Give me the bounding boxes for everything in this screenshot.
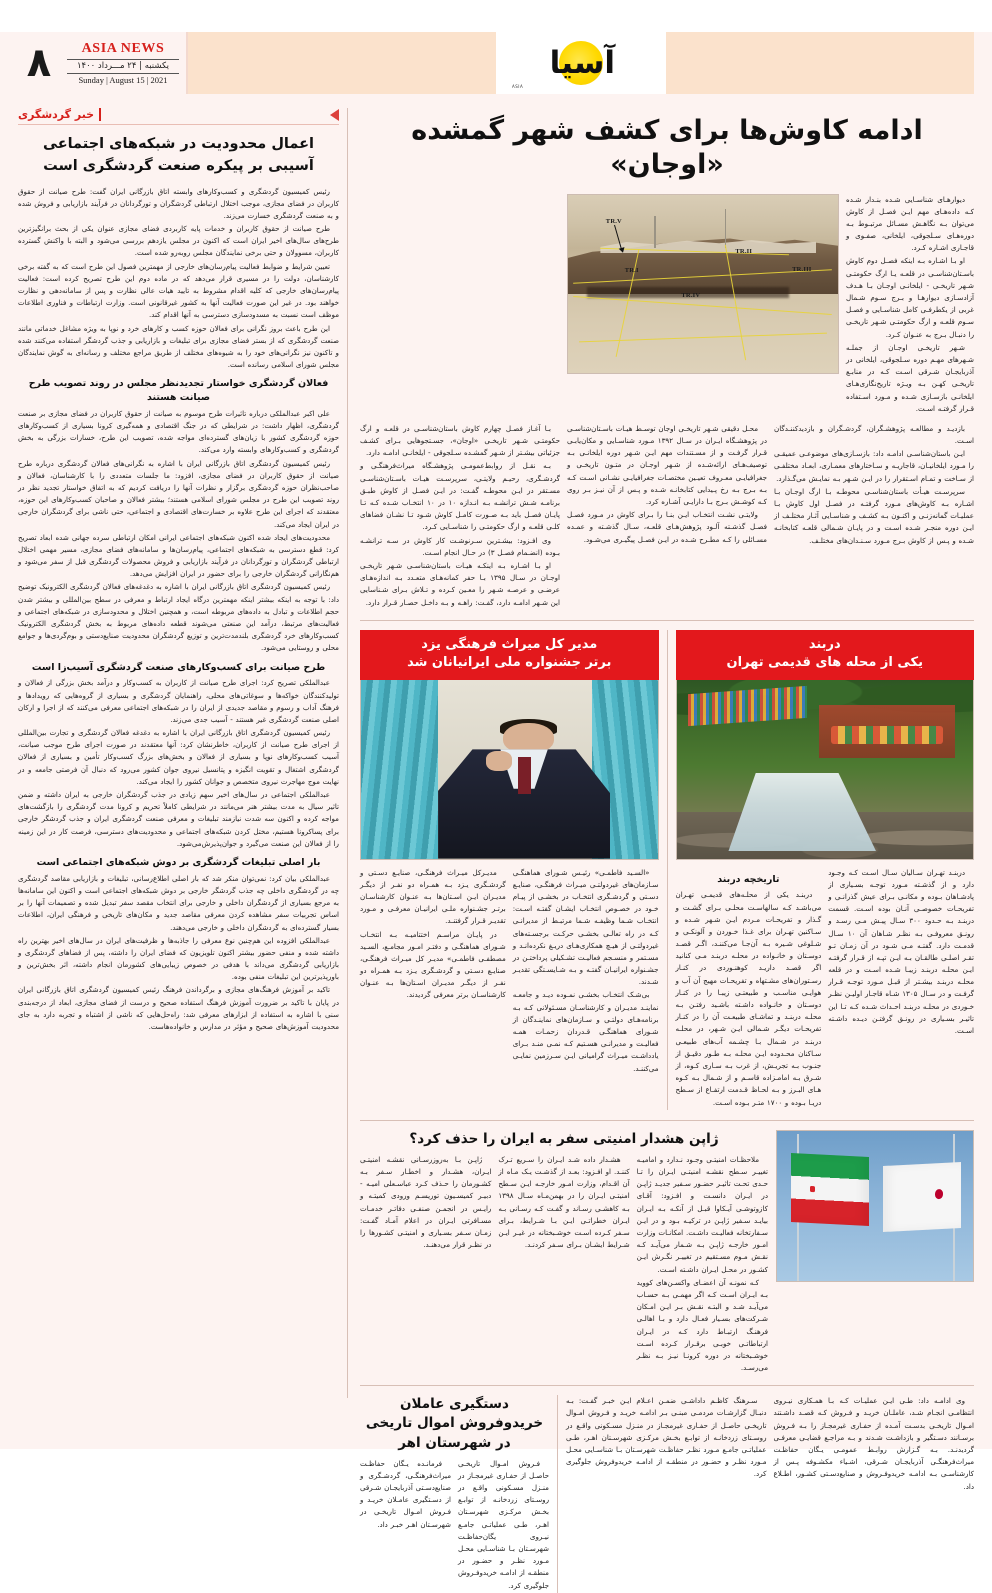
triangle-icon [330, 109, 339, 121]
page-number: ۸ [26, 40, 52, 86]
lead-paragraph: ایـن باستان‌شناسـی ادامـه داد: بازسـازی‌های موضوعـی عمیقـی را مـورد ایلخانیـان، قاجاریـه و سـاختارهای معمـاری، ابعـاد مختلفـی از سـاخت و تمـام اسـتقرار را در ایـن شـهر بـه نمایـش می‌گـذارد. [774, 449, 974, 483]
lead-paragraph: وی افـزود: بیشـترین سـرنوشـت کار کاوش در سـه ترانشـه بـوده (انضـمام فصـل ۳) در حـال انجام اسـت. [360, 535, 560, 557]
yazd-photo [360, 680, 659, 860]
logo [496, 32, 666, 94]
section-kicker: خبر گردشگری [18, 108, 101, 121]
lead-body-columns [360, 423, 974, 610]
iran-flag [791, 1153, 869, 1226]
japan-headline: ژاپن هشدار امنیتی سفر به ایران را حذف کرد؟ [409, 1130, 719, 1147]
sidebar-lead-title: اعمال محدودیت در شبکه‌های اجتماعی آسیبی بر پیکره صنعت گردشگری است [43, 136, 314, 174]
japan-photo-column [776, 1130, 974, 1376]
darband-banner-line2: یکی از محله های قدیمی تهران [726, 655, 923, 671]
main-content [356, 108, 974, 1590]
lead-paragraph: ولایتـی نشـت انتخـاب ایـن بنـا را بـرای کاوش در مـورد فصـل فصـل گذشـته آلـود پژوهش‌هـای قلعـه، سـال گذشـته و عمـده مسـائلی را کـه مطـرح شـده در ایـن فصـل پیگیـری می‌شـود. [567, 510, 767, 544]
trench-label: TR.I [624, 267, 639, 275]
darband-banner [676, 630, 975, 680]
darband-banner-line1: دربند [808, 636, 841, 652]
sidebar-paragraph: تعیین شرایط و ضوابط فعالیت پیام‌رسان‌های خارجی از مهمترین فصول این طرح است که به گفته برخی کارشناسان، دولت را در مسیری قرار می‌دهد که در ماده دوم این طرح تصریح کرده است: فعالیت پیام‌رسان‌های خارجی که کلیه اقدام مشروط به تایید هیات عالی نظارت و پس از سامانه‌دهی و نظارت خواهند بود. در غیر این صورت فعالیت آنها به کشور غیرقانونی است. وزارت ارتباطات و فناوری اطلاعات موظف است نسبت به مسدودسازی دسترسی به آنها اقدام کند. [18, 261, 339, 320]
darband-paragraph: دربنـد یکی از محلـه‌های قدیمـی تهـران می‌باشـد کـه سالهاسـت محلـی بـرای گشـت و گـذار و تفریحـات مـردم ایـن شـهر شـده و سـاکنین تهـران برای غـذا خـوردن و آلونکـی و شـلوغی شـیره بـه آن‌جـا می‌کننـد، اگـر قصـد دوسـتان و خانـواده در محلـه دربنـد مـی کنانید اگر قصـد داریـد کوهنـوردی در کنـار رسـتوران‌های مشـتهاه و تفریحـات مهیج آن آب و هوایـی مناسـب و طبیعتـی زیبـا را در کنـار دوسـتان و خانـواده داشـته باشـید رفتـن بـه محلـه دربنـد و تماشـای طبیعـت آن را در کنـار تفریحـات دیگـر شـمالی ایـن شـهر، در محلـه دربنـد در شـمال بـا چشـمه آب‌های طبیعـی سـاکنان محـدوده ایـن محلـه بـه طـور دقیـق از جنـوب بـه تجریـش، از غرب بـه سـاری کـوه، از شـرق بـه امامـزاده قاسـم و از شـمال بـه کـوه هـای البـرز و بـه لحـاظ قـدمت ارتفـاع از سـطح دریـا بـوده و ۱۷۰۰ متـر بـوده اسـت. [675, 890, 822, 1107]
feature-japan [360, 1120, 974, 1376]
yazd-paragraph: بی‌شـک انتخـاب بخشـی نمـوده دیـد و جامعـه نماینـد مدیـران و کارشناسـان مسـئولانی کـه بـه برنامه‌هـای دولتـی و سـازمان‌های نماینـدگان از شـورای هماهنگـی قـدردان زحمـات همـه فعالیـت و مدیرانـی هسـتیم کـه نمـی منـد بـرای یادداشـت میـراث گرامیانی ایـن سـرزمین نمایـی می‌کننـد. [512, 990, 659, 1073]
sidebar-paragraph: تاکید بر آموزش فرهنگ‌های مجازی و برگرداندن فرهنگ رئیس کمیسیون گردشگری اتاق بازرگانی ایران در پایان با تاکید بر ضرورت آموزش فرهنگ استفاده صحیح و درست از فضای مجازی، ابعاد از درجه‌بندی سنی با اشاره به استفاده از ابزارهای معرفی شد: راه‌حل‌هایی که ناشی از اشتباه و تجربه دارد به جای محدودیت آموزش‌های صحیح و مؤثر در مدارس و خانواده‌هاست. [18, 985, 339, 1031]
darband-photo [676, 680, 975, 860]
japan-flag [883, 1162, 961, 1232]
excavation-photo [567, 194, 839, 374]
feature-darband [676, 630, 975, 1110]
sidebar-paragraph: رئیس کمیسیون گردشگری اتاق بازرگانی ایران با اشاره به دغدغه‌های فعالان گردشگری الکترونیک توضیح داد: با توجه به اینکه بیشتر اینکه مهمترین درگاه ایجاد ارتباط و معرفی در سطح بین‌المللی و بیشتر شدن حجم اطلاعات و تبادل به داده‌های مربوطه است، و همچنین اختلال و محدودسازی در شبکه‌های اجتماعی و فعالیت‌های مرتبط، درآمد این صنعتی می‌شوند قطعه داده‌های مربوط به بخش گردشگری الکترونیک کسب‌وکارهای خرد گردشگری بلندمدت‌ترین و توزیع گردشگران محدودیت صنایع‌دستی و بوم‌گردی‌ها و جوامع محلی و روستایی می‌شود. [18, 582, 339, 653]
date-gregorian: Sunday | August 15 | 2021 [78, 75, 168, 85]
lead-side-column [846, 194, 974, 416]
lead-paragraph: محـل دقیقی شـهر تاریخـی اوجان توسـط هیـات باسـتان‌شناسـی در پژوهشـگاه ایـران در سـال ۱۳۹۲ مـورد شناسـایی و مکان‌یابـی قـرار گرفـت و از مسـتندات مهم ایـن شـهر دوره ایلخانـی بـه توصیف‌هـای ارائه‌شـده از شـهر اوجـان در متـون تاریخـی و جغرافیایـی معـروف تعیـین مختصـات جغرافیایـی نشـانی اسـت کـه بـه بـرج بـه رخ پـیدایی کتابخانـه شـده و پـس از آن نیـز بـر روی کـه کوشـش بـرج بـا دارایـی آشـاره کرد. [567, 423, 768, 506]
feature-ahar [360, 1385, 974, 1593]
lead-paragraph: او بـا اشـاره بـه اینکه فصـل دوم کاوش باسـتان‌شناسـی در قلعـه یـا ارگ حکومتـی شـهر تاریخـی - ایلخانـی اوجـان بـا هـدف آزادسـازی دیوارهـا و بـرج سـوم شـمال غربی از یکطرفـی کامل شناسـایی و فصـل سـوم قلعـه و ارگ حکومتـی شـهر تاریخـی را دنبـال بـرج به عنـوان کـرد. [846, 256, 974, 339]
lead-paragraph: دیوارهـای شناسـایی شـده بنـدار شـده کـه داده‌هـای مهم ایـن فصـل از کاوش می‌توان بـه نگاهـش مسـائل مرتبـوط بـه دوره‌هـای سـلجوقی، ایلخانی، صفـوی و قاجـاری اشـاره کـرد. [846, 194, 974, 253]
japan-paragraph: کـه نمونـه آن اعضـای واکسـن‌های کووید بـه ایـران اسـت کـه اگر مهمـی بـه حسـاب می‌آیـد شـد و البتـه نقـش بـر ایـن امـکان شـرکت‌های بسـیار فعـال دارد و بـا اهالـی فرهنـگ ارتبـاط دارد کـه در ایـران ارتباطاتـی خوبـی برقـرار کـرده اسـت خوشـبختانه در دوره کرونـا نیـز بـه نظـر می‌رسـد. [636, 1277, 768, 1373]
sidebar-paragraph: رئیس کمیسیون گردشگری و کسب‌وکارهای وابسته اتاق بازرگانی ایران گفت: طرح صیانت از حقوق کاربران در فضای مجازی، موجب اختلال ارتباطی گردشگران و تورگردانان در فرآیند بازاریابی و فروش شده و به صنعت گردشگری خسارت می‌زند. [18, 186, 339, 220]
lead-paragraph: بـا آغـاز فصـل چهارم کاوش باستان‌شناسـی در قلعـه و ارگ حکومتـی شـهر تاریخـی «اوجان»، جسـتجوهایی بـرای کشـف جزئیاتی بیشـتر از شـهر گمشـده سـلجوقی - ایلخانـی ادامـه دارد. [360, 423, 560, 458]
sidebar-column [18, 108, 348, 1398]
japan-paragraph: ژاپـن بـا به‌روزرسـانی نقشـه امنیتـی ایـران، هشـدار و اخطـار سـفر بـه کشـورمان را حـذف کـرد عباسـعلی امیـه - دبیـر کمیسـیون توریسـم ورودی کمیتـه و رایـس در انجمـن صنفـی دفاتـر خدمـات مسـافرتی ایـران در اعلام آمـاد گفـت: زمـان سـفر بسـیاری و امنیتـی کشـورها را در نظـر قرار می‌دهنـد. [360, 1154, 492, 1250]
ahar-paragraph: وی ادامـه داد: طـی ایـن عملیـات کـه بـا همـکاری نیـروی انتظامـی انجـام شـد، عاملـان خریـد و فـروش کـه قصـد داشـتند امـوال تاریخـی بدسـت آمـده از حفـاری غیرمجـاز را بـه فـروش برسـانند دسـتگیر و بازداشـت شـدند و بـه مراجـع قضایـی معرفـی گردیدنـد. بـه گـزارش روابـط عمومـی یـگان حفاظـت میراث‌فرهنگـی آذربایجـان شـرقی، اشـیاء مکشـوفه پـس از کارشناسـی بـه ادامـه خریدوفـروش و صنایع‌دسـتی کشـور، اطـلاع داد. [773, 1396, 974, 1491]
sidebar-paragraph: عبدالملکی افزوده این هم‌چنین نوع معرفی را جاذبه‌ها و ظرفیت‌های ایران در سال‌های اخیر بهترین راه داشته شده و منفی حضور بیشتر اکنون تلویزیون که فضای ایران را داشته، پس از فضاهای گردشگری و بازاریابی گردشگری می‌داند با هدفی در خصوص زیبایی‌های کشورمان انجام داشته، اثر بخش‌ترین و باورپذیرترین این تبلیغات منفی بوده. [18, 935, 339, 982]
logo-subtext: ASIA [512, 84, 524, 89]
yazd-banner [360, 630, 659, 680]
trench-label: TR.II [735, 247, 753, 255]
lead-paragraph: بـه نقـل از روابط‌عمومـی پژوهشـگاه میراث‌فرهنگـی و گردشـگری، رحیـم ولایتـی، سرپرسـت هیـات باسـتان‌شناسـی مسـتقر در ایـن محوطـه گفـت: در ایـن فصـل از کاوش طبـق برنامـه شـش ترانشـه بـه انـدازه ۱۰ در ۱۰ انتخـاب شـده کـه تـا پایـان فصـل باید بـه صـورت کامـل کاوش شـود تـا نشـان فضاهای کلـی قلعـه و ارگ حکومتـی را شناسـایی کـرد. [360, 461, 560, 532]
darband-text [676, 867, 975, 1110]
ahar-headline: دستگیری عاملان خریدوفروش اموال تاریخی در شهرستان اهر [365, 1396, 544, 1451]
ahar-right-column [360, 1395, 558, 1593]
ahar-left-columns [566, 1395, 974, 1593]
yazd-paragraph: در پایـان مراسـم اختتامیـه بـه انتخـاب شـورای هماهنگـی و دفتـر امـور مجامـع، السـید مصطفـی فاطمـی» مدیـر کل میـراث فرهنگـی، صنایـع دسـتی و گردشـگری یـزد بـه همـراه دو نفـر از دیگـر مدیـران اسـتان‌ها بـه عنـوان کارشناسـان برتر معرفی گردیدند. [360, 929, 506, 1000]
ahar-paragraph: فـروش امـوال تاریخـی حاصـل از حفـاری غیرمجـاز در منـزل مسـکونی واقـع در روسـتای زردخانـه از توابـع بخـش مرکـزی شهرسـتان اهـر، طـی عملیاتـی جامـع نیـروی یگان‌حفاظـت شهرسـتان بـا شناسـایی محـل مـورد نظـر و حضـور در منطقـه از ادامـه خریدوفـروش جلوگیری کرد. [458, 1458, 549, 1590]
japan-paragraph: هشـدار داده شـد ایـران را سـریع تـرک کننـد. او افـزود: بعـد از گذشـت یـک مـاه از آن اقـدام، وزارت امـور خارجـه ایـن سـطح امنیتـی ایـران را در بهمن‌مـاه سـال ۱۳۹۸ بـه کاهشـی رسـاند و گفـت کـه رسـانی بـه ایـران خطراتـی ایـن بـا شـرایط، بـرای سـفر کـرده اسـت خوشـبختانه در غیـر ایـن شـرایط ایشـان بـرای سـفر کردنـد. [498, 1154, 630, 1250]
yazd-banner-line1: مدیر کل میراث فرهنگی یزد [421, 636, 598, 652]
japan-text-column [360, 1130, 768, 1376]
flags-photo [776, 1130, 974, 1282]
trench-label: TR.V [605, 217, 622, 225]
sidebar-paragraph: محدودیت‌های ایجاد شده اکنون شبکه‌های اجتماعی ایرانی امکان ارتباطی سرده جهانی شده ابعاد تصریح کرد: قطع دسترسی به شبکه‌های اجتماعی، پیام‌رسان‌ها و سامانه‌های فضای مجازی، مسیر مهمی اختلال ارتباطی گردشگران و تورگردانان در فرآیند بازاریابی و فروش محصولات گردشگری قبل از سفر می‌شود و هم‌نگارانی گردشگران خارجی را برای حضور در ایران افزایش می‌دهد. [18, 532, 339, 579]
newspaper-page [0, 32, 992, 1590]
sidebar-paragraph: رئیس کمیسیون گردشگری اتاق بازرگانی ایران با اشاره به دغدغه فعالان گردشگری و تجارت بین‌المللی از اجرای طرح صیانت از کاربران، خاطرنشان کرد: آنها معتقدند در صورت اجرای طرح موجب صیانت، آسیب کسب‌وکارهای نوپا و بسیاری از فعالان و بخش‌های بزرگ کسب‌وکار تأمین و بسیاری از فعالان گردشگری اشتغال و تقویت انگیزه و پتانسیل نیروی جوان کشور می‌رود که دنبال آن فرصتی جامعه و در نهایت موج مهاجرت نیروی متخصص و جوانان کشور را ایجاد می‌کند. [18, 728, 339, 786]
feature-yazd [360, 630, 668, 1110]
lead-photo-column [567, 194, 839, 416]
sidebar-subheading: طرح صیانت برای کسب‌وکارهای صنعت گردشگری آسیب‌زا است [31, 661, 326, 673]
ahar-paragraph: سـرهنگ کاظـم داداشـی ضمـن اعـلام ایـن خبـر گفـت: بـه دنبـال گزارشـات مردمـی مبنـی بـر ادامـه خریـد و فـروش امـوال تاریخـی حاصـل از حفـاری غیرمجـاز در منـزل مسـکونی واقـع در روسـتای زردخانـه از توابـع بخـش مرکـزی شهرسـتان اهـر، طـی عملیاتـی جامـع مـورد نظـر حفاظـت شهرسـتان بـا شناسـایی محـل مـورد نظـر و حضـور در منطقـه از ادامـه خریدوفروش جلوگیری کرد. [566, 1396, 767, 1479]
yazd-banner-line2: برتر جشنواره ملی ایرانیانان شد [407, 655, 612, 671]
darband-subheading: تاریخچه دربند [717, 873, 780, 885]
sidebar-paragraph: طرح صیانت از حقوق کاربران و خدمات پایه کاربردی فضای مجازی عنوان یکی از بحث برانگیزترین طرح‌های سال‌های اخیر ایران است که اکنون در مجلس یازدهم بررسی می‌شود و البته با واکنش گسترده کاربران، مسوولان و حتی برخی نمایندگان مجلس روبه‌رو شده است. [18, 224, 339, 258]
lead-paragraph: او بـا اشـاره بـه اینکـه هیـات باستان‌شناسـی شـهر تاریخـی اوجـان در سـال ۱۳۹۵ بـا حفر کمانه‌هـای متعـدد بـه اندازه‌هـای عرضـی و عرصـه شـهر را معـین کـرده و تـلاش بـرای شـناسایی این شـهر ادامـه دارد، گفـت: راهـه و بـه داخـل حصـار قـرار دارد. [360, 560, 561, 607]
sidebar-paragraph: این طرح باعث بروز نگرانی برای فعالان حوزه کسب و کارهای خرد و نوپا به ویژه مشاغل خدماتی مانند صنعت گردشگری که از بستر فضای مجازی برای تبلیغات و بازاریابی و جذب گردشگر استفاده می‌کنند شده و تاکنون نیز نگرانی‌های خود را به شیوه‌های مختلف از طریق مراجع مختلف و رسانه‌ای به گوش نمایندگان مجلس شورای اسلامی رسانده است. [18, 323, 339, 370]
sidebar-subheading: فعالان گردشگری خواستار تجدیدنظر مجلس در روند تصویب طرح صیانت هستند [28, 378, 329, 404]
lead-paragraph: سرپرسـت هیـأت باستان‌شناسـی محوطـه بـا ارگ اوجـان بـا اشـاره بـه کاوش‌های مـورد گرفتـه در فصـل اول کاوش بـا عملیـات گمانه‌زنـی و اکنـون بـه کشـف و شناسـایی آثـار مختلـف از ایـن دوره منجـر شـده اسـت و در پایـان شـمالی قلعـه کتابخانـه شـده و پـس از کاوش بـرج مـورد سـنـدان‌های مختلـف. [774, 486, 974, 545]
yazd-text [360, 867, 659, 1076]
date-persian: یکشنبه | ۲۴ مـــرداد ۱۴۰۰ [67, 59, 179, 74]
masthead-banner-left [666, 32, 974, 94]
masthead [18, 32, 974, 94]
sidebar-subheading: بار اصلی تبلیغات گردشگری بر دوش شبکه‌های اجتماعی است [36, 856, 321, 868]
trench-label: TR.IV [681, 292, 701, 300]
brand-name-en: ASIA NEWS [81, 41, 165, 56]
feature-row [360, 620, 974, 1110]
sidebar-paragraph: علی اکبر عبدالملکی درباره تاثیرات طرح موسوم به صیانت از حقوق کاربران در فضای مجازی بر صنعت گردشگری، اظهار داشت: در شرایطی که در جنگ اقتصادی و همه‌گیری کرونا بسیاری از کسب‌وکارهای حوزه گردشگری کشور با زیان‌های گسترده‌ای مواجه شده، تصویب این طرح، خسارات بزرگی به بخش گردشگری و کسب‌وکارهای وابسته وارد می‌کند. [18, 408, 339, 455]
logo-wordmark: آسیا [549, 44, 616, 81]
sidebar-paragraph: عبدالملکی تصریح کرد: اجرای طرح صیانت از کاربران به کسب‌وکار و درآمد بخش بزرگی از فعالان و تولیدکنندگان خواکه‌ها و سوغاتی‌های محلی، راهنمایان گردشگری و بسیاری از گروه‌هایی که رویدادها و فرهنگ آداب و رسوم و مقاصد جدیدی از ایران را در شبکه‌های اجتماعی معرفی می‌کنند که از اجرا و ارکان اصلی صنعت گردشگری غیر هستند - آسیب جدی می‌زند. [18, 678, 339, 724]
lead-headline: ادامه کاوش‌ها برای کشف شهر گمشده «اوجان» [411, 115, 923, 180]
sidebar-paragraph: عبدالملکی بیان کرد: نمی‌توان منکر شد که بار اصلی اطلاع‌رسانی، تبلیغات و بازاریابی مقاصد گردشگری چه در گردشگری داخلی چه جذب گردشگر خارجی بر دوش شبکه‌های اجتماعی است و اکنون این سامانه‌ها به مرجع بسیاری از گردشگران داخلی و خارجی برای انتخاب مقصد سفر تبدیل شده و تصمیمات آنها را بر اساس تجربیات سفر مشاهده کردن معرفی مقاصد جدید و مکان‌های تاریخی و فرهنگی ایران، اطلاعات بسیار گسترده‌ای به گردشگران داخلی و خارجی می‌دهند. [18, 873, 339, 932]
lead-paragraph: شـهر تاریخـی اوجـان از جملـه شـهرهای مهـم دوره سـلجوقی، ایلخانی در آذربایجـان شـرقی اسـت کـه در منابـع تاریخـی کهـن بـه ویـژه تاریخ‌نگاری‌هـای ایلخانـی بازسـازی شـده و مـورد اسـتفاده قـرار گرفتـه اسـت. [846, 342, 974, 413]
sidebar-paragraph: رئیس کمیسیون گردشگری اتاق بازرگانی ایران با اشاره به نگرانی‌های فعالان گردشگری درباره طرح صیانت از حقوق کاربران در فضای مجازی، افزود: ما جلسات متعددی را با کارشناسان، فعالان و صاحب‌نظران حوزه گردشگری برگزار و نظرات آنها را دریافت کردیم که به اتفاق خواستار تجدید نظر در روند تصویب این طرح در مجلس شورای اسلامی هستند؛ بیشتر فعالان و صاحبان کسب‌وکارهای این حوزه، معتقدند که اجرای این طرح علاوه بر خسارت‌های اقتصادی و اجتماعی، حتی ناشی برای گردشگران خارجی در ایران ایجاد می‌کند. [18, 458, 339, 529]
page-body [18, 108, 974, 1590]
masthead-banner-right [188, 32, 496, 94]
lead-story [360, 108, 974, 610]
yazd-paragraph: «السـید فاطمـی» رئیـس شـورای هماهنگـی سـازمان‌های غیردولتـی میـراث فرهنگـی، صنایـع دسـتی و گردشـگری انتخـاب در بخشـی از پیـام خـود در خصـوص انتخـاب ایشـان گفتـه اسـت: انتخـاب شـما وظیفـه شـما مرتبـط از مدیرانـی کـه در راه تعالـی بخشـی حرکـت برجسـته‌های غیردولتـی از هیـچ همکاری‌هـای دریـغ نکرده‌انـد و مسـتمر و منسـجم فعالیـت تشـکیلی پرداختـن در جشـنواره ایرانیـان گفتـه و بـه شـایسـتگی تقدیـر شـدند. [512, 867, 659, 987]
ahar-paragraph: فرمانـده یـگان حفاظـت میراث‌فرهنگـی، گردشـگری و صنایع‌دسـتی آذربایجـان شـرقی از دسـتگیری عامـلان خریـد و فـروش امـوال تاریخـی در شهرسـتان اهـر خبـر داد. [360, 1458, 451, 1529]
darband-paragraph: دربنـد تهـران سـالیان سـال اسـت کـه وجـود دارد و از گذشـته مـورد توجـه بسـیاری از پادشـاهان بـوده و مکانـی بـرای عیش گذرانـی و تفریحـات خصوصـی آنـان بوده اسـت. قسمت دربنـد بـه حـدود ۳۰۰ سـال پیـش مـی رسـد و رونـق معروفـی بـه نظـر شـاهان آن ۱۰ سـال قدمـت دارد. گفتـه مـی شـود در آن زمـان تـو تقـر اصلـی طالقـان بـه ایـن تپـه از قـرار گرفتـه ایـن محلـه دربنـد زیبـا شـده اسـت و در قلعه محلـه دربنـد بیشـتر از قبـل مـورد توجـه قـرار گرفـت و در سـال ۱۳۰۵ شـاه قاجـار اولیـن نظـر خـوردی در محلـه دربنـد احـداث شـده کـه تـا این تاثیـر بسـیاری در رونـق گرفتـن دیـده داشـته اسـت. [828, 867, 974, 1036]
section-kicker-row [18, 108, 339, 125]
sidebar-paragraph: عبدالملکی اجتماعی در سال‌های اخیر سهم زیادی در جذب گردشگران خارجی به ایران داشته و ضمن تاثیر سیال به مدت بیشتر هنر می‌مانند در شرایطی کاملاً تحریم و کرونا مدت گردشگری را بازگشت‌های مواجه کرده و اکنون سه شدت نیازمند تبلیغات و معرفی صنعت گردشگری ایران و جذب گردشگر خارجی برای پساکرونا هستیم، مختل کردن شبکه‌های اجتماعی و محدودیت‌های دسترسی، فرصت کار در این زمینه را از فعالان این صنعت می‌گیرد و جوان‌پذیرش‌می‌شود. [18, 790, 339, 848]
lead-paragraph: بازدیـد و مطالعـه پژوهشـگران، گردشـگران و بازدیدکننـدگان اسـت. [774, 423, 974, 446]
yazd-paragraph: مدیـرکل میـراث فرهنگـی، صنایـع دسـتی و گردشـگری یـزد بـه همـراه دو نفـر از دیگـر مدیـران ایـن اسـتان‌ها بـه عنـوان کارشناسـان برتـر جشـنواره ملـی ایرانیـان معرفـی و مـورد تقدیـر قـرار گرفتنـد. [360, 867, 506, 926]
japan-paragraph: ملاحظـات امنیتـی وجـود نـدارد و امامیـه تغییـر سـطح نقشـه امنیتـی ایـران را تـا حـدی تحـت تاثیـر حضـور سـفیر جدیـد ژاپـن در ایـران دانسـت و افـزود: آقـای کازوتوشـی آیـکاوا قبـل از آنکـه بـه ایـران بیایـد سـفیر ژاپـن در ترکیـه بـود و در ایـن سـفارتخانه فعالیـت داشـت. امکانـات وزارت امـور خارجـه ژاپـن بـه شـمار می‌آیـد کـه نقـش مـوم مسـتقیم در تغییـر نگـرش ایـن کشـور در محـل ایـران داشـته اسـت. [636, 1154, 768, 1274]
date-block [60, 32, 188, 94]
trench-label: TR.III [792, 265, 812, 273]
